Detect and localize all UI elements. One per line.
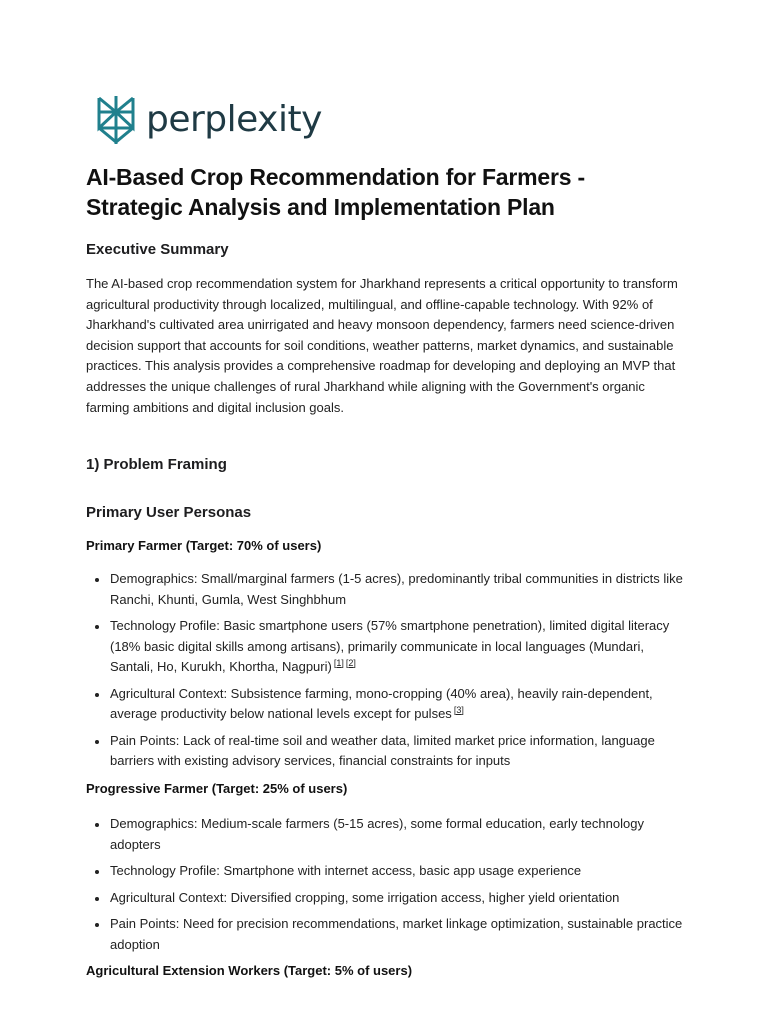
list-item-text: Technology Profile: Smartphone with internet access, basic app usage experience	[110, 863, 582, 878]
executive-summary-heading: Executive Summary	[86, 241, 229, 258]
brand-name: perplexity	[146, 99, 322, 140]
list-item	[86, 914, 686, 955]
list-item-text: Agricultural Context: Diversified cropping, some irrigation access, higher yield orientation	[110, 889, 620, 905]
extension-workers-heading: Agricultural Extension Workers (Target: 5% of users)	[86, 963, 413, 978]
progressive-farmer-heading: Progressive Farmer (Target: 25% of users)	[86, 781, 348, 796]
list-item	[86, 684, 686, 725]
progressive-farmer-list	[86, 814, 686, 961]
list-item	[86, 814, 686, 855]
primary-farmer-heading: Primary Farmer (Target: 70% of users)	[86, 538, 322, 553]
executive-summary-body: The AI-based crop recommendation system for Jharkhand represents a critical opportunity to transform agricultural productivity through localized, multilingual, and offline-capable technology. With 92% of Jharkhand's cultivated area unirrigated and heavy monsoon dependency, farmers need science-driven decision support that accounts for soil conditions, weather patterns, market dynamics, and sustainable practices. This analysis provides a comprehensive roadmap for developing and deploying an MVP that addresses the unique challenges of rural Jharkhand while aligning with the Government's organic farming ambitions and digital inclusion goals.	[86, 276, 678, 415]
list-item	[86, 888, 686, 909]
list-item-text: Demographics: Small/marginal farmers (1-5 acres), predominantly tribal communities in districts like Ranchi, Khunti, Gumla, West Singhbhum	[110, 571, 683, 607]
user-personas-heading: Primary User Personas	[86, 504, 252, 521]
page-title: AI-Based Crop Recommendation for Farmers - Strategic Analysis and Implementation Plan	[86, 164, 585, 220]
list-item	[86, 569, 686, 610]
list-item	[86, 616, 686, 678]
problem-framing-heading: 1) Problem Framing	[86, 456, 227, 473]
list-item-text: Agricultural Context: Subsistence farming, mono-cropping (40% area), heavily rain-dependent, average productivity below national levels except for pulses	[110, 685, 653, 721]
brand-logo	[94, 95, 322, 145]
list-item-text: Pain Points: Lack of real-time soil and weather data, limited market price information, language barriers with existing advisory services, financial constraints for inputs	[110, 732, 655, 768]
primary-farmer-list	[86, 569, 686, 778]
perplexity-logo-icon	[94, 95, 138, 145]
list-item-text: Pain Points: Need for precision recommendations, market linkage optimization, sustainable practice adoption	[110, 916, 683, 952]
citation-link[interactable]: [2]	[345, 657, 356, 668]
citation-link[interactable]: [3]	[453, 704, 464, 715]
citation-link[interactable]: [1]	[333, 657, 344, 668]
list-item-text: Technology Profile: Basic smartphone users (57% smartphone penetration), limited digital literacy (18% basic digital skills among artisans), primarily communicate in local languages (Mundari, Santali, Ho, Kurukh, Khortha, Nagpuri)	[110, 618, 670, 674]
list-item	[86, 861, 686, 882]
list-item	[86, 731, 686, 772]
list-item-text: Demographics: Medium-scale farmers (5-15 acres), some formal education, early technology adopters	[110, 816, 644, 852]
